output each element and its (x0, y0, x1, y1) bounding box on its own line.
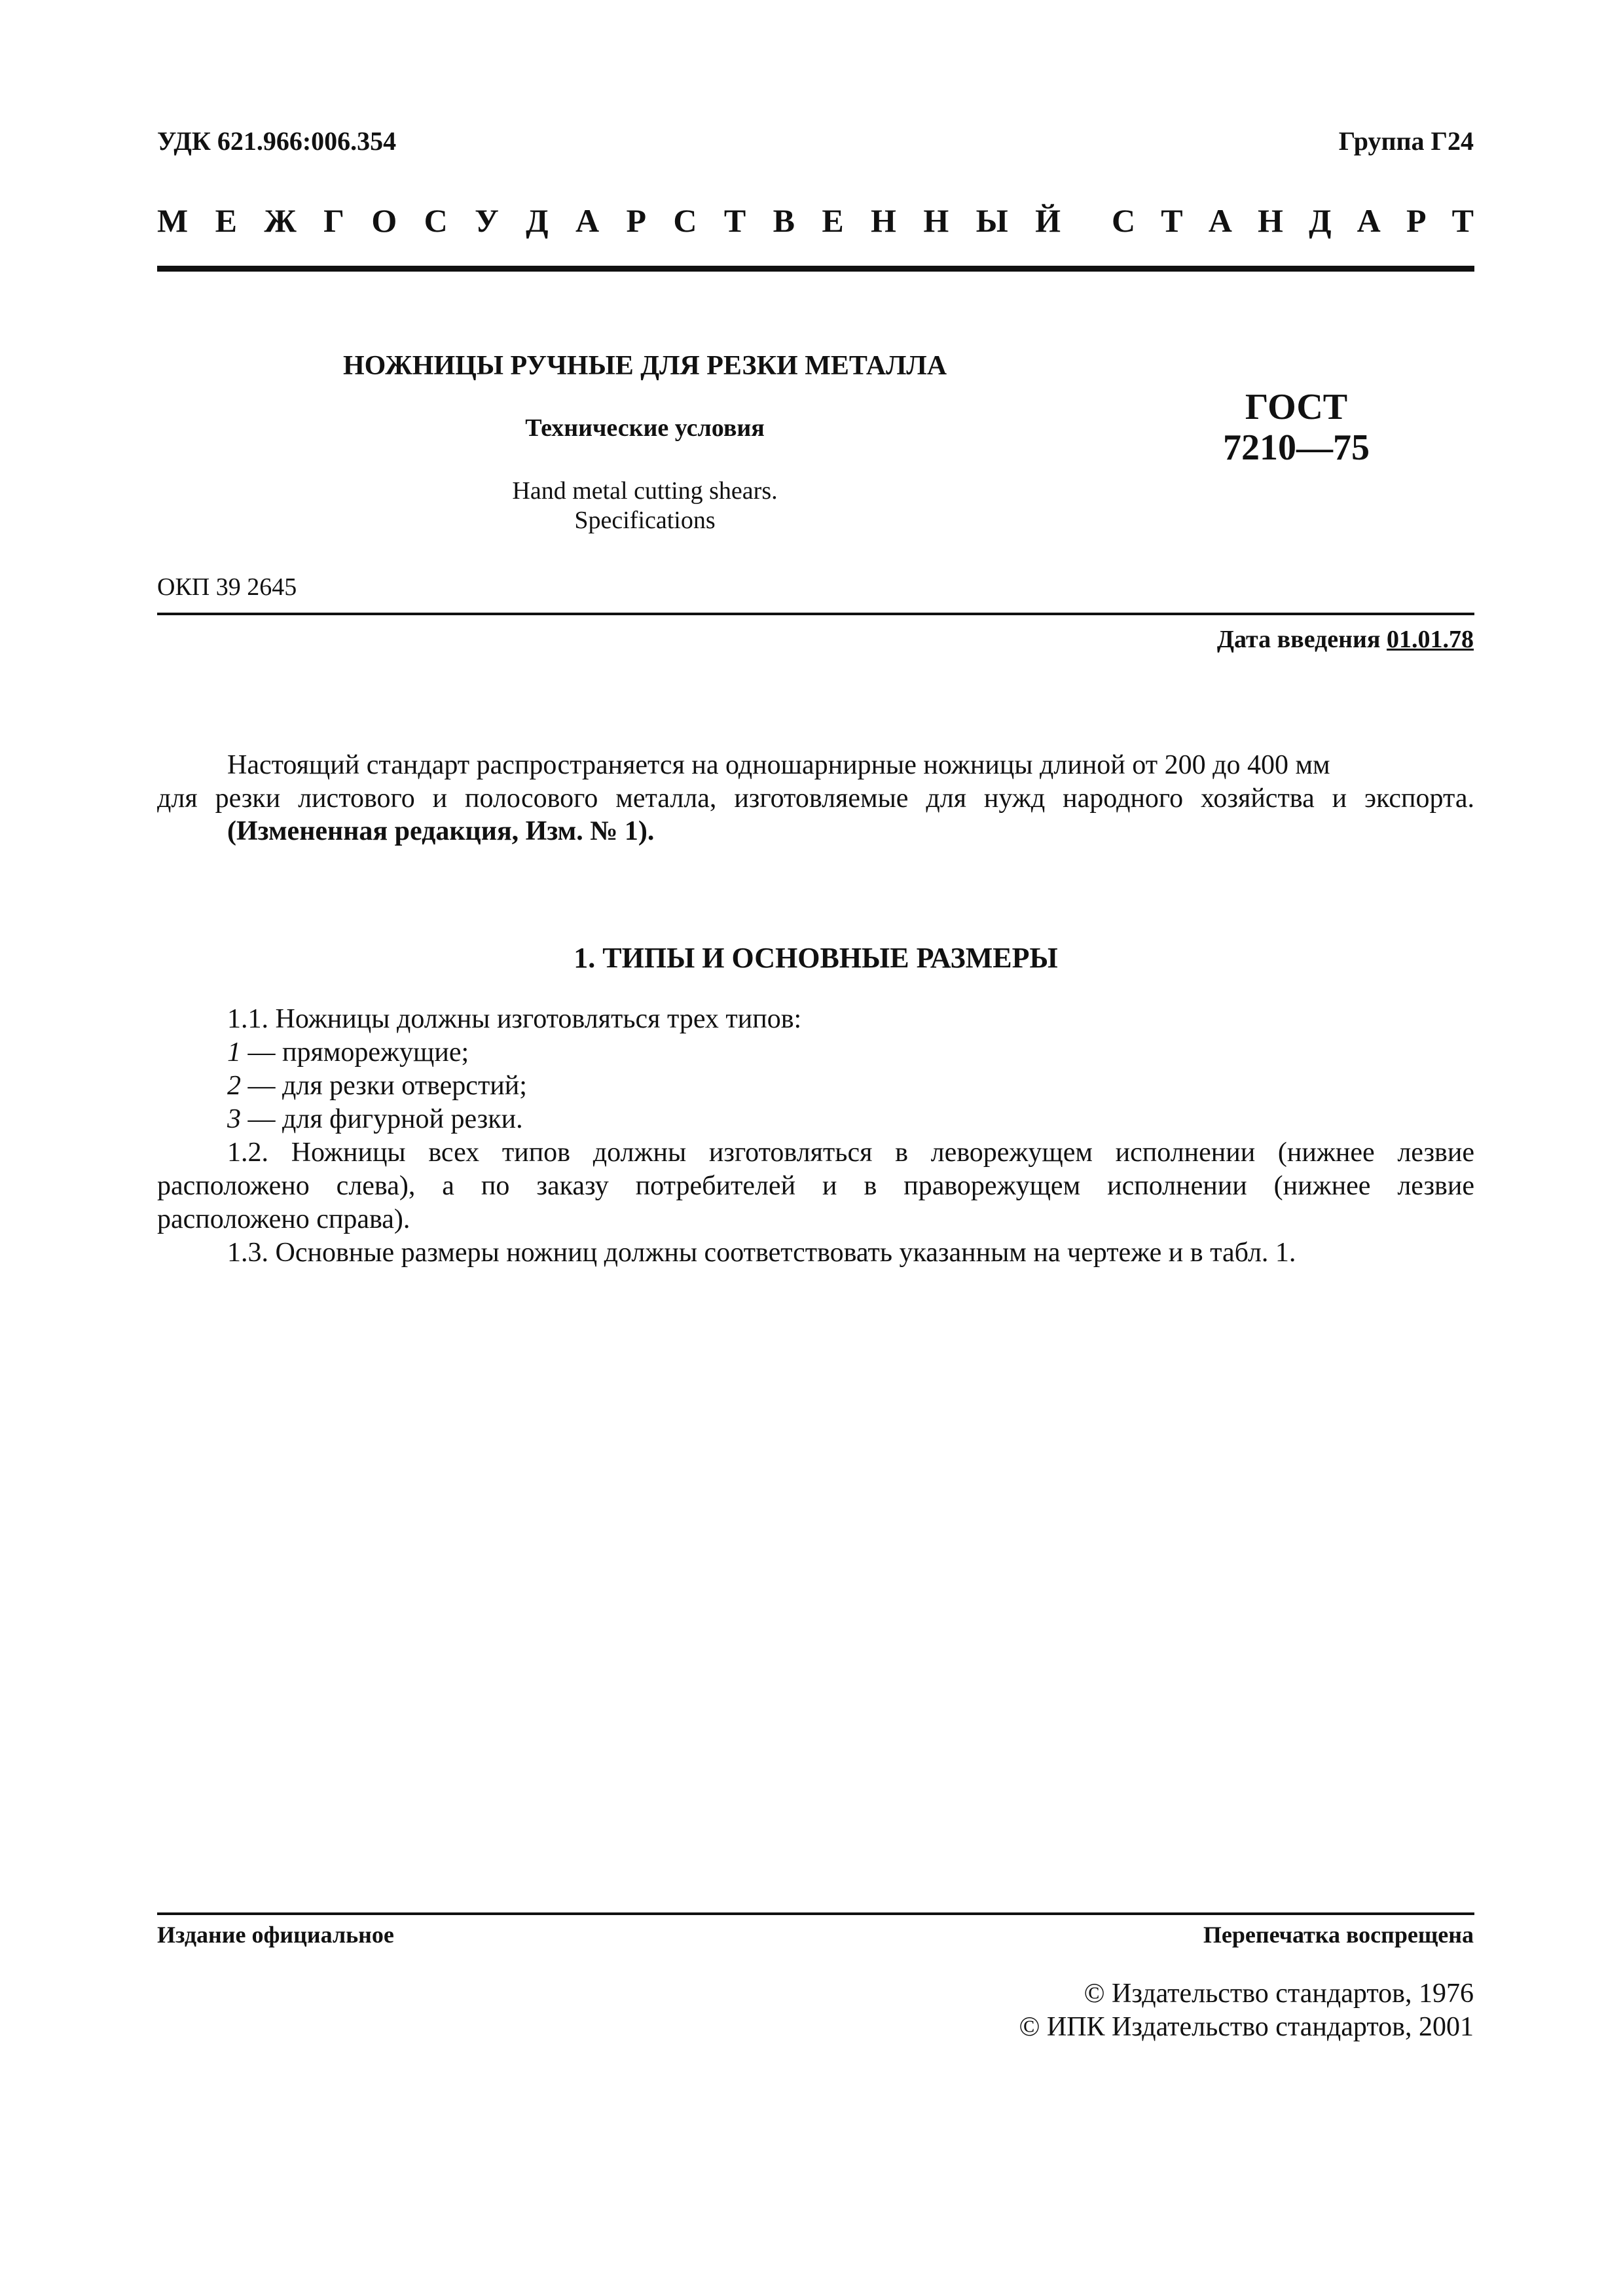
copyright-line2: © ИПК Издательство стандартов, 2001 (1019, 2012, 1474, 2042)
type-number: 1 (227, 1037, 241, 1067)
scope-line1: Настоящий стандарт распространяется на одношарнирные ножницы длиной от 200 до 400 мм (227, 750, 1330, 780)
standard-word (1112, 202, 1474, 240)
type-item (227, 1037, 469, 1068)
interstate-letter: Н (871, 202, 896, 239)
interstate-letter: Р (626, 202, 646, 239)
amendment-note: (Измененная редакция, Изм. № 1). (227, 816, 655, 846)
interstate-letter: Е (822, 202, 844, 239)
standard-letter: А (1208, 202, 1232, 239)
english-title-line1: Hand metal cutting shears. (512, 477, 778, 505)
interstate-letter: О (371, 202, 397, 239)
type-item (227, 1070, 527, 1102)
gost-number: 7210—75 (1223, 427, 1370, 468)
gost-label: ГОСТ (1245, 387, 1348, 427)
section-heading: 1. ТИПЫ И ОСНОВНЫЕ РАЗМЕРЫ (574, 942, 1058, 974)
group-code: Группа Г24 (1338, 126, 1474, 156)
introduction-date-label: Дата введения (1216, 626, 1381, 653)
clause-1-3: 1.3. Основные размеры ножниц должны соответствовать указанным на чертеже и в табл. 1. (227, 1238, 1296, 1268)
clause-1-2-line2: расположено слева), а по заказу потребителей и в праворежущем исполнении (нижнее лезвие (157, 1171, 1474, 1201)
introduction-date (1217, 625, 1474, 654)
english-title-line2: Specifications (574, 507, 716, 534)
standard-letter: Д (1309, 202, 1332, 239)
standard-letter: Н (1258, 202, 1283, 239)
document-subtitle: Технические условия (525, 414, 765, 442)
clause-1-2-line3: расположено справа). (157, 1204, 410, 1234)
okp-code: ОКП 39 2645 (157, 573, 297, 601)
interstate-word (157, 202, 1061, 240)
standard-letter: Т (1451, 202, 1474, 239)
type-text: — для фигурной резки. (241, 1104, 523, 1134)
interstate-letter: Е (215, 202, 237, 239)
scope-line2: для резки листового и полосового металла, изготовляемые для нужд народного хозяйства и экспорта. (157, 783, 1474, 814)
interstate-letter: Н (923, 202, 949, 239)
introduction-date-value: 01.01.78 (1387, 626, 1474, 653)
interstate-letter: С (424, 202, 448, 239)
clause-1-2-line1: 1.2. Ножницы всех типов должны изготовляться в леворежущем исполнении (нижнее лезвие (227, 1138, 1474, 1168)
copyright-line1: © Издательство стандартов, 1976 (1084, 1979, 1474, 2009)
standard-letter: А (1357, 202, 1381, 239)
type-text: — для резки отверстий; (241, 1071, 527, 1101)
type-number: 2 (227, 1071, 241, 1101)
document-title: НОЖНИЦЫ РУЧНЫЕ ДЛЯ РЕЗКИ МЕТАЛЛА (342, 351, 947, 381)
type-item (227, 1103, 523, 1135)
interstate-letter: Ж (264, 202, 297, 239)
standard-letter: Р (1406, 202, 1427, 239)
interstate-letter: М (157, 202, 189, 239)
interstate-letter: У (475, 202, 499, 239)
interstate-letter: Й (1035, 202, 1061, 239)
interstate-letter: Ы (976, 202, 1008, 239)
standard-letter: С (1112, 202, 1136, 239)
interstate-standard-banner (157, 202, 1474, 240)
edition-note: Издание официальное (157, 1922, 394, 1948)
title-divider (157, 613, 1474, 615)
interstate-letter: Д (526, 202, 549, 239)
interstate-letter: Г (323, 202, 344, 239)
udk-code: УДК 621.966:006.354 (157, 126, 397, 156)
reprint-note: Перепечатка воспрещена (1203, 1922, 1474, 1948)
interstate-letter: А (575, 202, 600, 239)
clause-1-1: 1.1. Ножницы должны изготовляться трех типов: (227, 1004, 802, 1034)
type-number: 3 (227, 1104, 241, 1134)
interstate-letter: В (773, 202, 795, 239)
footer-divider (157, 1912, 1474, 1915)
type-text: — пряморежущие; (241, 1037, 469, 1067)
header-divider (157, 266, 1474, 272)
interstate-letter: С (673, 202, 697, 239)
standard-letter: Т (1161, 202, 1183, 239)
interstate-letter: Т (723, 202, 746, 239)
